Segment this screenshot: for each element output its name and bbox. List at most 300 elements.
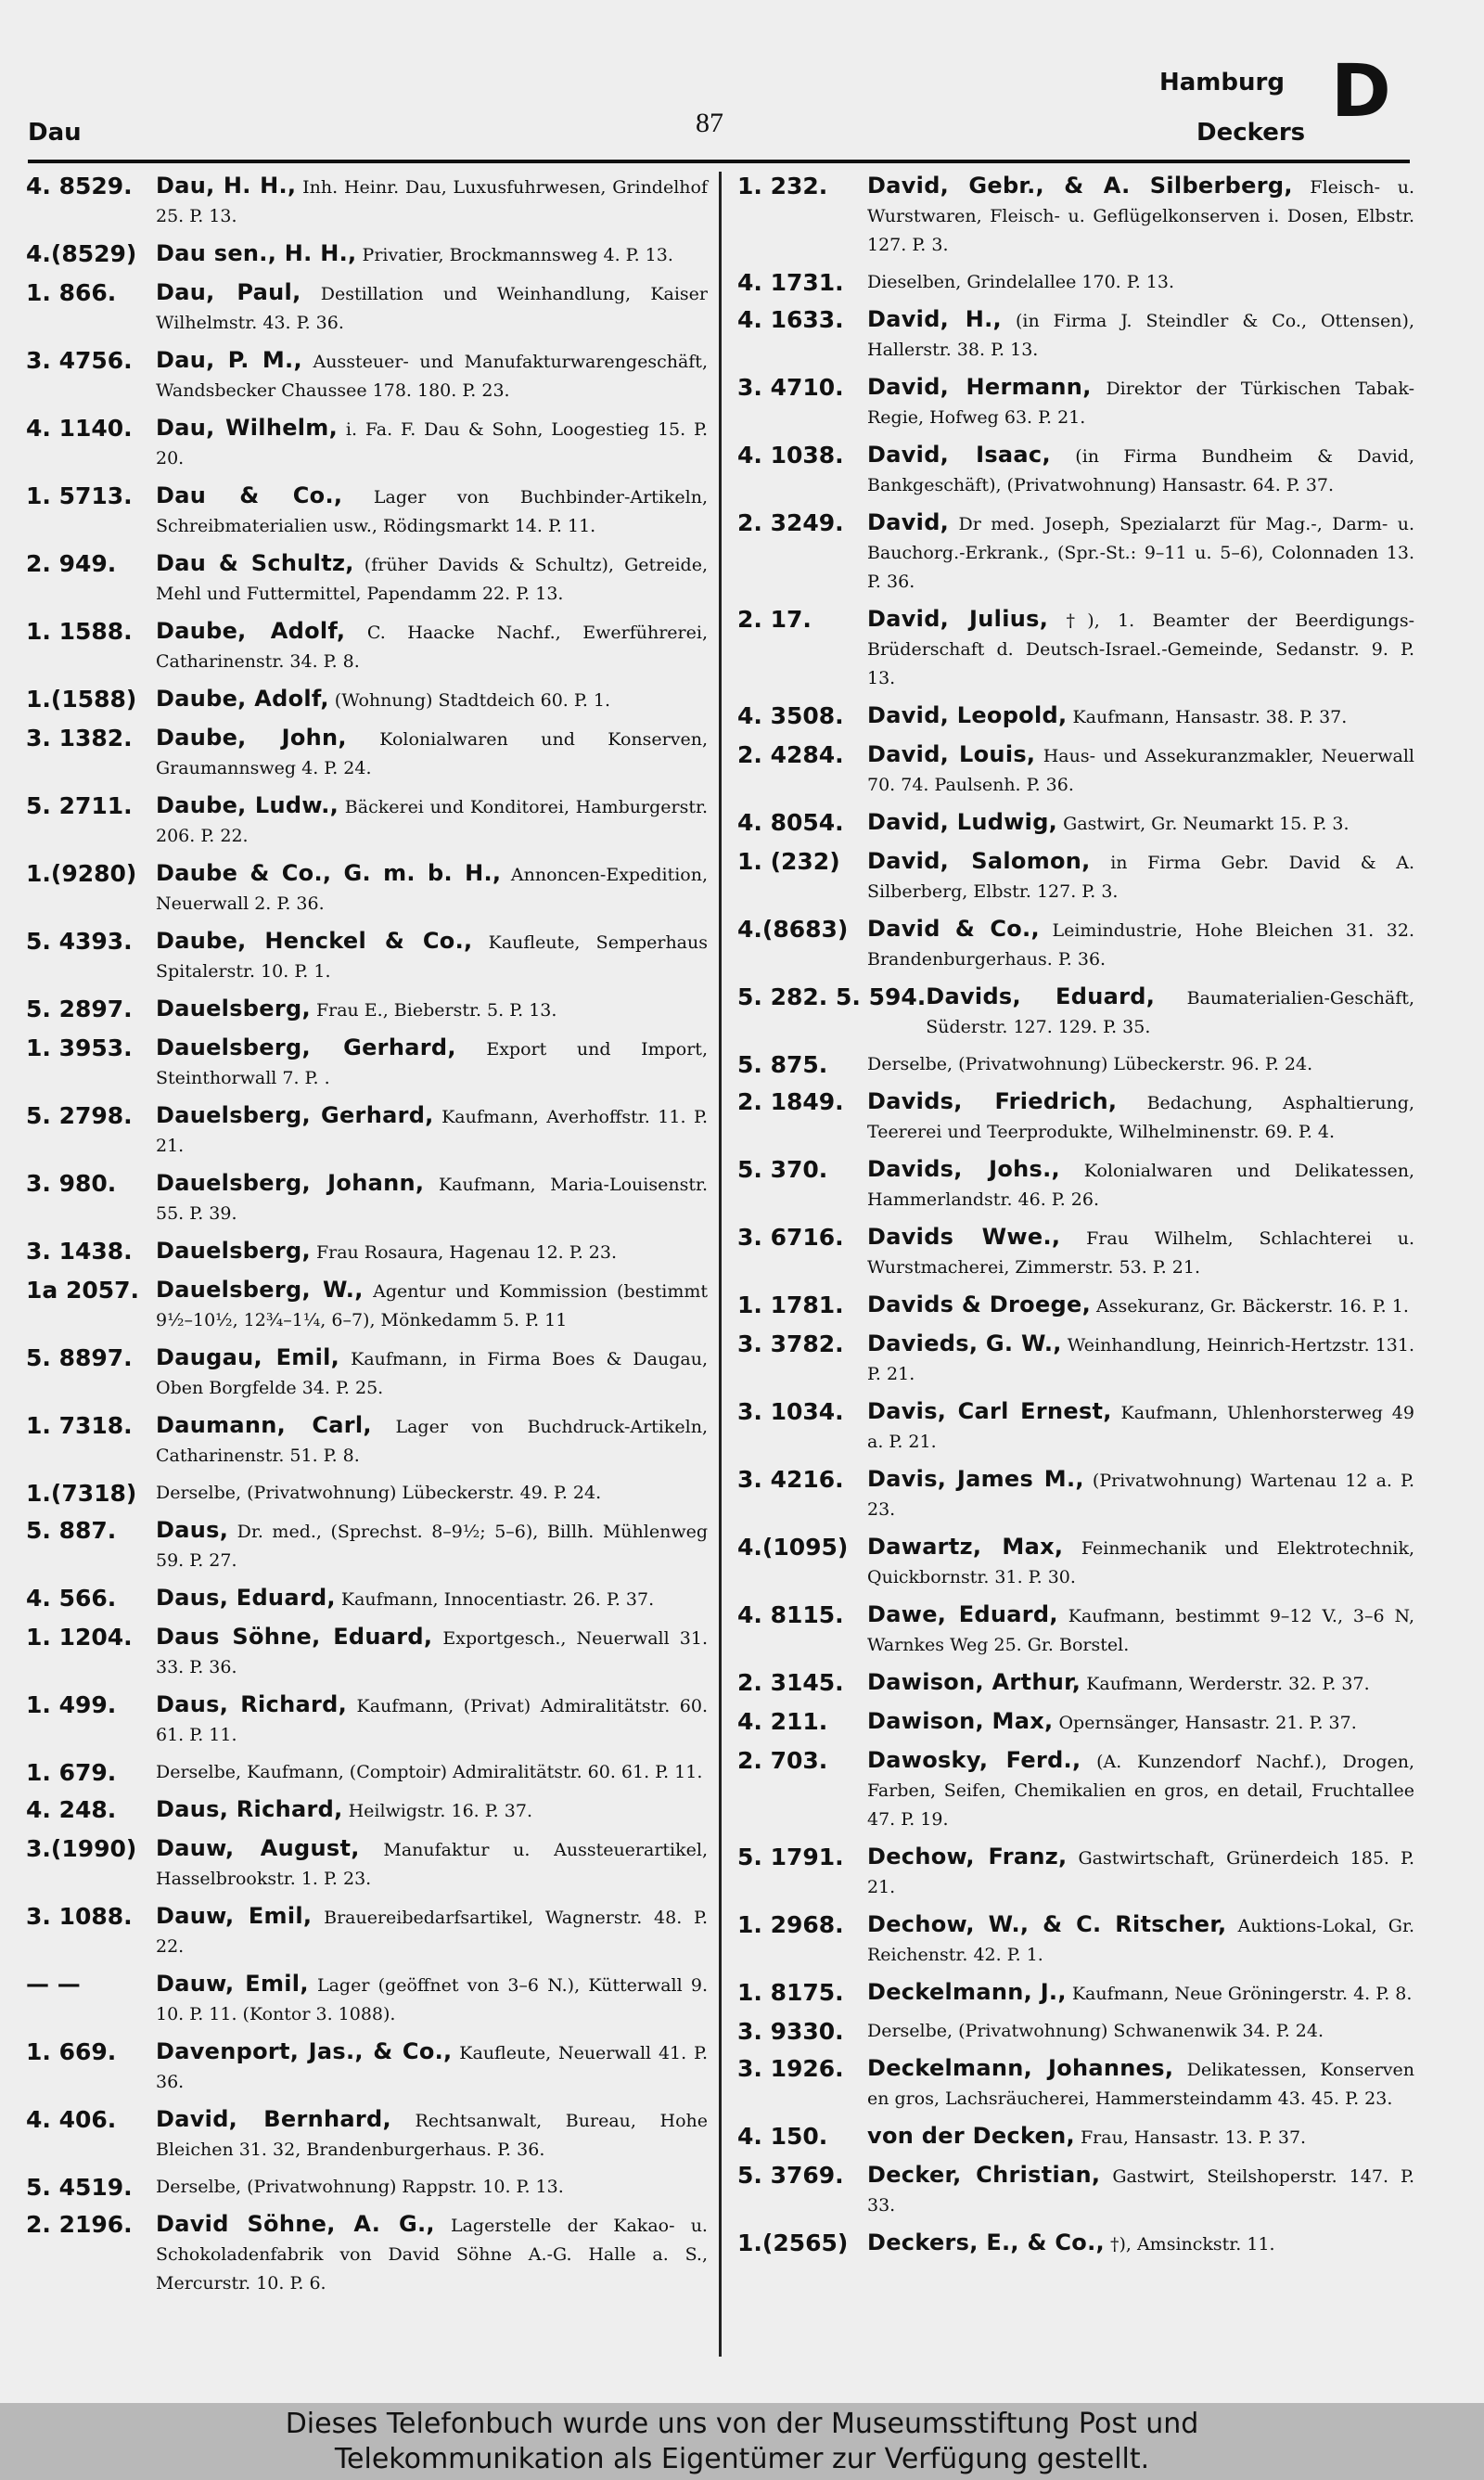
entry-details: Lager von Buchdruck-Artikeln, Catharinenstr. 51. P. 8. <box>156 1417 708 1466</box>
directory-entry <box>737 373 1414 432</box>
phone-number: 1. (232) <box>737 848 840 875</box>
entry-text <box>156 239 708 270</box>
footer-line-1: Dieses Telefonbuch wurde uns von der Museumsstiftung Post und <box>285 2408 1199 2440</box>
entry-name: Dauelsberg, Gerhard, <box>156 1102 434 1128</box>
directory-entry <box>737 441 1414 500</box>
entry-text <box>156 1902 708 1961</box>
entry-details: Weinhandlung, Heinrich-Hertzstr. 131. P. 21. <box>867 1335 1415 1384</box>
phone-number: 2. 3249. <box>737 509 844 536</box>
entry-text <box>156 1970 708 2029</box>
phone-number: 4. 406. <box>26 2106 117 2133</box>
phone-number: 1. 1204. <box>26 1624 133 1651</box>
entry-text <box>156 2173 708 2202</box>
phone-number: 5. 282. 5. 594. <box>737 983 927 1010</box>
entry-name: Daus Söhne, Eduard, <box>156 1624 433 1650</box>
entry-details: Frau Rosaura, Hagenau 12. P. 23. <box>315 1242 617 1263</box>
entry-details: Haus- und Assekuranzmakler, Neuerwall 70. 74. Paulsenh. P. 36. <box>867 746 1414 795</box>
entry-details: Kolonialwaren und Delikatessen, Hammerlandstr. 46. P. 26. <box>867 1161 1414 1210</box>
entry-details: (in Firma J. Steindler & Co., Ottensen), Hallerstr. 38. P. 13. <box>867 311 1414 360</box>
header-rule <box>28 160 1410 163</box>
entry-details: Gastwirt, Steilshoperstr. 147. P. 33. <box>867 2166 1414 2216</box>
directory-entry <box>737 1397 1414 1457</box>
entry-details: Derselbe, (Privatwohnung) Lübeckerstr. 96. P. 24. <box>867 1054 1313 1074</box>
phone-number: 4. 8115. <box>737 1601 844 1628</box>
directory-entry <box>737 1330 1414 1389</box>
directory-entry <box>26 1237 708 1267</box>
directory-entry <box>26 927 708 986</box>
entry-details: Gastwirtschaft, Grünerdeich 185. P. 21. <box>867 1848 1414 1897</box>
phone-number: 4.(8529) <box>26 240 137 267</box>
directory-entry <box>26 2105 708 2165</box>
entry-details: (Privatwohnung) Wartenau 12 a. P. 23. <box>867 1471 1415 1520</box>
entry-name: Davis, James M., <box>867 1466 1084 1492</box>
entry-text <box>156 414 708 473</box>
phone-number: 1.(7318) <box>26 1480 137 1507</box>
column-divider <box>719 172 722 2357</box>
entry-text <box>867 1465 1414 1524</box>
phone-number: 3. 6716. <box>737 1224 844 1251</box>
header-range-word: Deckers <box>1196 119 1306 147</box>
phone-number: 5. 875. <box>737 1051 828 1078</box>
directory-entry <box>737 1087 1414 1147</box>
entry-details: †), Amsinckstr. 11. <box>1109 2234 1275 2255</box>
directory-entry <box>737 983 1414 1042</box>
phone-number: 1. 499. <box>26 1691 117 1718</box>
phone-number: 5. 4393. <box>26 928 133 955</box>
directory-entry <box>26 995 708 1025</box>
phone-number: 5. 370. <box>737 1156 828 1183</box>
entry-details: Kaufleute, Semperhaus Spitalerstr. 10. P. 1. <box>156 932 708 982</box>
entry-text <box>867 1707 1414 1738</box>
entry-text <box>867 2229 1414 2259</box>
entry-details: Annoncen-Expedition, Neuerwall 2. P. 36. <box>156 865 708 914</box>
entry-name: Daube, Henckel & Co., <box>156 928 473 954</box>
phone-number: 3. 4216. <box>737 1466 844 1493</box>
entry-text <box>156 1169 708 1228</box>
entry-details: Bedachung, Asphaltierung, Teererei und Teerprodukte, Wilhelminenstr. 69. P. 4. <box>867 1093 1414 1142</box>
entry-details: C. Haacke Nachf., Ewerführerei, Catharinenstr. 34. P. 8. <box>156 623 708 672</box>
entry-text <box>156 1795 708 1826</box>
entry-details: Kaufmann, Maria-Louisenstr. 55. P. 39. <box>156 1175 708 1224</box>
directory-entry <box>26 859 708 919</box>
phone-number: 3. 1382. <box>26 725 133 752</box>
entry-text <box>156 1101 708 1161</box>
entry-text <box>156 1834 708 1894</box>
directory-entry <box>737 2229 1414 2259</box>
directory-entry <box>26 685 708 715</box>
entry-text <box>867 1223 1414 1282</box>
phone-number: 3. 1034. <box>737 1398 844 1425</box>
phone-number: 4. 211. <box>737 1708 828 1735</box>
phone-number: 2. 2196. <box>26 2211 133 2238</box>
entry-text <box>867 1330 1414 1389</box>
entry-text <box>867 1050 1414 1079</box>
phone-number: 5. 1791. <box>737 1844 844 1870</box>
directory-entry <box>737 2054 1414 2114</box>
entry-details: (Wohnung) Stadtdeich 60. P. 1. <box>334 690 611 711</box>
entry-text <box>867 1668 1414 1699</box>
phone-number: 4. 8054. <box>737 809 844 836</box>
entry-name: Dawison, Max, <box>867 1708 1054 1734</box>
phone-number: 2. 4284. <box>737 741 844 768</box>
entry-name: Daus, Richard, <box>156 1796 343 1822</box>
directory-entry <box>26 1970 708 2029</box>
entry-details: Privatier, Brockmannsweg 4. P. 13. <box>362 245 673 265</box>
entry-text <box>867 1910 1414 1970</box>
entry-details: Kaufmann, Hansastr. 38. P. 37. <box>1072 707 1348 727</box>
phone-number: 1. 8175. <box>737 1979 844 2006</box>
entry-text <box>156 927 708 986</box>
entry-details: Heilwigstr. 16. P. 37. <box>348 1801 532 1821</box>
entry-text <box>156 724 708 783</box>
phone-number: 5. 2711. <box>26 792 133 819</box>
phone-number: 3. 980. <box>26 1170 117 1197</box>
entry-name: David, Louis, <box>867 741 1036 767</box>
entry-text <box>867 172 1414 260</box>
entry-text <box>867 1978 1414 2009</box>
directory-entry <box>26 1411 708 1471</box>
entry-text <box>867 740 1414 800</box>
directory-entry <box>737 1910 1414 1970</box>
phone-number: 4. 1038. <box>737 442 844 469</box>
entry-name: Dauw, Emil, <box>156 1971 309 1997</box>
entry-text <box>867 1600 1414 1660</box>
directory-entry <box>737 808 1414 839</box>
phone-number: 1.(2565) <box>737 2229 849 2256</box>
phone-number: 4. 1633. <box>737 306 844 333</box>
directory-entry <box>26 1623 708 1682</box>
entry-name: Decker, Christian, <box>867 2162 1101 2188</box>
entry-details: Derselbe, (Privatwohnung) Schwanenwik 34. P. 24. <box>867 2021 1324 2041</box>
directory-entry <box>26 2210 708 2298</box>
entry-name: Dauelsberg, Johann, <box>156 1170 425 1196</box>
directory-entry <box>737 2122 1414 2152</box>
entry-details: Exportgesch., Neuerwall 31. 33. P. 36. <box>156 1628 709 1677</box>
phone-number: 2. 17. <box>737 606 812 633</box>
entry-details: Brauereibedarfsartikel, Wagnerstr. 48. P. 22. <box>156 1908 708 1957</box>
phone-number: 3. 1438. <box>26 1238 133 1265</box>
entry-text <box>867 1291 1414 1321</box>
phone-number: 3. 4710. <box>737 374 844 401</box>
entry-details: Lagerstelle der Kakao- u. Schokoladenfabrik von David Söhne A.-G. Halle a. S., Mercurstr. 10. P. 6. <box>156 2216 708 2294</box>
entry-text <box>867 2054 1414 2114</box>
entry-name: von der Decken, <box>867 2123 1075 2149</box>
entry-text <box>867 305 1414 365</box>
directory-entry <box>26 1834 708 1894</box>
entry-name: David, Bernhard, <box>156 2106 391 2132</box>
phone-number: 1. 3953. <box>26 1034 133 1061</box>
directory-entry <box>26 724 708 783</box>
phone-number: 1. 679. <box>26 1759 117 1786</box>
header-left-word: Dau <box>28 119 82 147</box>
entry-details: Agentur und Kommission (bestimmt 9½–10½, 12¾–1¼, 6–7), Mönkedamm 5. P. 11 <box>156 1281 709 1330</box>
directory-entry <box>26 1516 708 1575</box>
directory-entry <box>737 1533 1414 1592</box>
entry-details: Dieselben, Grindelallee 170. P. 13. <box>867 272 1174 292</box>
directory-entry <box>737 740 1414 800</box>
page-number: 87 <box>696 108 723 138</box>
entry-name: Deckelmann, Johannes, <box>867 2055 1174 2081</box>
phone-number: 1. 669. <box>26 2038 117 2065</box>
entry-details: Kaufmann, (Privat) Admiralitätstr. 60. 61. P. 11. <box>156 1696 708 1745</box>
entry-text <box>867 2017 1414 2046</box>
entry-name: Deckers, E., & Co., <box>867 2229 1105 2255</box>
entry-details: Rechtsanwalt, Bureau, Hohe Bleichen 31. 32, Brandenburgerhaus. P. 36. <box>156 2111 708 2160</box>
entry-text <box>867 808 1414 839</box>
entry-details: (früher Davids & Schultz), Getreide, Mehl und Futtermittel, Papendamm 22. P. 13. <box>156 555 708 604</box>
phone-number: 3. 1088. <box>26 1903 133 1930</box>
phone-number: — — <box>26 1971 81 1998</box>
phone-number: 5. 3769. <box>737 2162 844 2189</box>
entry-details: Kaufmann, in Firma Boes & Daugau, Oben Borgfelde 34. P. 25. <box>156 1349 708 1398</box>
phone-number: 5. 4519. <box>26 2174 133 2201</box>
entry-name: Davids, Eduard, <box>926 983 1156 1009</box>
entry-text <box>156 617 708 676</box>
phone-number: 1. 1781. <box>737 1291 844 1318</box>
entry-details: Destillation und Weinhandlung, Kaiser Wilhelmstr. 43. P. 36. <box>156 284 708 333</box>
entry-details: Inh. Heinr. Dau, Luxusfuhrwesen, Grindelhof 25. P. 13. <box>156 177 709 226</box>
entry-details: in Firma Gebr. David & A. Silberberg, Elbstr. 127. P. 3. <box>867 853 1414 902</box>
directory-entry <box>26 278 708 338</box>
entry-details: Derselbe, (Privatwohnung) Lübeckerstr. 49. P. 24. <box>156 1483 602 1503</box>
entry-details: Opernsänger, Hansastr. 21. P. 37. <box>1058 1713 1357 1733</box>
entry-name: Davids, Johs., <box>867 1156 1060 1182</box>
directory-entry <box>26 414 708 473</box>
directory-entry <box>737 1746 1414 1834</box>
entry-details: Dr. med., (Sprechst. 8–9½; 5–6), Billh. Mühlenweg 59. P. 27. <box>156 1522 708 1571</box>
entry-text <box>156 995 708 1025</box>
entry-name: Dau & Schultz, <box>156 550 354 576</box>
directory-entry <box>737 1668 1414 1699</box>
entry-details: Frau E., Bieberstr. 5. P. 13. <box>315 1000 557 1021</box>
directory-entry <box>26 1758 708 1787</box>
directory-entry <box>737 268 1414 297</box>
entry-text <box>156 1343 708 1403</box>
phone-number: 1. 2968. <box>737 1911 844 1938</box>
entry-details: Export und Import, Steinthorwall 7. P. . <box>156 1039 708 1088</box>
entry-text <box>867 701 1414 732</box>
entry-name: Davieds, G. W., <box>867 1330 1062 1356</box>
entry-name: David, Julius, <box>867 606 1049 632</box>
entry-details: Manufaktur u. Aussteuerartikel, Hasselbrookstr. 1. P. 23. <box>156 1840 709 1889</box>
entry-details: Lager (geöffnet von 3–6 N.), Kütterwall 9. 10. P. 11. (Kontor 3. 1088). <box>156 1975 709 2024</box>
directory-entry <box>737 605 1414 693</box>
right-column <box>737 172 1414 2268</box>
entry-text <box>867 441 1414 500</box>
entry-name: Dauelsberg, W., <box>156 1277 364 1303</box>
phone-number: 3. 9330. <box>737 2018 844 2045</box>
directory-entry <box>26 1584 708 1614</box>
phone-number: 2. 949. <box>26 550 117 577</box>
directory-entry <box>26 172 708 231</box>
entry-details: i. Fa. F. Dau & Sohn, Loogestieg 15. P. 20. <box>156 419 708 469</box>
entry-name: Daube, Adolf, <box>156 618 346 644</box>
phone-number: 3. 3782. <box>737 1330 844 1357</box>
directory-entry <box>737 2161 1414 2220</box>
entry-name: Dechow, Franz, <box>867 1844 1068 1870</box>
entry-details: Kaufmann, Innocentiastr. 26. P. 37. <box>340 1589 655 1610</box>
entry-details: Kaufmann, Neue Gröningerstr. 4. P. 8. <box>1071 1984 1413 2004</box>
page-header <box>28 50 1410 172</box>
directory-entry <box>26 346 708 405</box>
directory-entry <box>737 508 1414 597</box>
phone-number: 1. 7318. <box>26 1412 133 1439</box>
phone-number: 5. 887. <box>26 1517 117 1544</box>
entry-text <box>867 508 1414 597</box>
phone-number: 4.(1095) <box>737 1534 849 1561</box>
entry-text <box>867 605 1414 693</box>
entry-text <box>867 373 1414 432</box>
phone-number: 2. 3145. <box>737 1669 844 1696</box>
entry-text <box>156 1516 708 1575</box>
directory-entry <box>737 2017 1414 2046</box>
entry-details: (in Firma Bundheim & David, Bankgeschäft), (Privatwohnung) Hansastr. 64. P. 37. <box>867 446 1415 495</box>
directory-entry <box>26 1169 708 1228</box>
entry-text <box>156 346 708 405</box>
entry-name: Dau, Paul, <box>156 279 301 305</box>
entry-name: Dau sen., H. H., <box>156 240 357 266</box>
directory-entry <box>26 2037 708 2097</box>
directory-entry <box>26 2173 708 2202</box>
entry-text <box>867 1843 1414 1902</box>
directory-entry <box>737 1600 1414 1660</box>
entry-text <box>867 1155 1414 1214</box>
directory-entry <box>26 549 708 609</box>
entry-text <box>867 915 1414 974</box>
directory-entry <box>26 1795 708 1826</box>
phone-number: 1. 5713. <box>26 482 133 509</box>
entry-details: †), 1. Beamter der Beerdigungs-Brüderschaft d. Deutsch-Israel.-Gemeinde, Sedanstr. 9. P. 13. <box>867 610 1414 688</box>
entry-details: Baumaterialien-Geschäft, Süderstr. 127. 129. P. 35. <box>926 988 1414 1037</box>
entry-details: Derselbe, Kaufmann, (Comptoir) Admiralitätstr. 60. 61. P. 11. <box>156 1762 703 1782</box>
entry-details: Aussteuer- und Manufakturwarengeschäft, Wandsbecker Chaussee 178. 180. P. 23. <box>156 352 708 401</box>
directory-entry <box>26 617 708 676</box>
entry-details: Lager von Buchbinder-Artikeln, Schreibmaterialien usw., Rödingsmarkt 14. P. 11. <box>156 487 708 536</box>
directory-entry <box>26 239 708 270</box>
entry-name: David, Leopold, <box>867 702 1068 728</box>
directory-entry <box>26 1343 708 1403</box>
entry-name: David Söhne, A. G., <box>156 2211 435 2237</box>
entry-text <box>867 2161 1414 2220</box>
directory-entry <box>26 1034 708 1093</box>
entry-details: Bäckerei und Konditorei, Hamburgerstr. 206. P. 22. <box>156 797 708 846</box>
entry-text <box>156 172 708 231</box>
entry-name: Davids, Friedrich, <box>867 1088 1118 1114</box>
entry-name: Daugau, Emil, <box>156 1344 340 1370</box>
entry-name: Daus, Richard, <box>156 1691 347 1717</box>
entry-name: David, Gebr., & A. Silberberg, <box>867 173 1293 199</box>
directory-entry <box>737 847 1414 906</box>
entry-text <box>156 685 708 715</box>
entry-name: Davids & Droege, <box>867 1291 1091 1317</box>
directory-entry <box>737 172 1414 260</box>
entry-name: Dawe, Eduard, <box>867 1601 1058 1627</box>
phone-number: 1. 1588. <box>26 618 133 645</box>
entry-text <box>867 268 1414 297</box>
directory-entry <box>737 701 1414 732</box>
entry-text <box>156 1411 708 1471</box>
phone-number: 4. 3508. <box>737 702 844 729</box>
entry-name: David, Hermann, <box>867 374 1092 400</box>
entry-details: Delikatessen, Konserven en gros, Lachsräucherei, Hammersteindamm 43. 45. P. 23. <box>867 2060 1414 2109</box>
phone-number: 3. 1926. <box>737 2055 844 2082</box>
directory-entry <box>737 1050 1414 1079</box>
entry-name: Dauw, August, <box>156 1835 360 1861</box>
phone-number: 5. 2798. <box>26 1102 133 1129</box>
entry-name: Daube, Ludw., <box>156 792 339 818</box>
entry-text <box>156 1758 708 1787</box>
entry-details: Frau Wilhelm, Schlachterei u. Wurstmacherei, Zimmerstr. 53. P. 21. <box>867 1228 1414 1278</box>
entry-name: Daus, Eduard, <box>156 1585 336 1611</box>
phone-number: 2. 1849. <box>737 1088 844 1115</box>
entry-text <box>867 1533 1414 1592</box>
entry-name: Dechow, W., & C. Ritscher, <box>867 1911 1227 1937</box>
entry-name: Daus, <box>156 1517 229 1543</box>
entry-text <box>867 1746 1414 1834</box>
phone-number: 2. 703. <box>737 1747 828 1774</box>
entry-name: Dawison, Arthur, <box>867 1669 1081 1695</box>
directory-entry <box>26 1690 708 1750</box>
entry-name: Davenport, Jas., & Co., <box>156 2038 453 2064</box>
entry-name: Dauelsberg, Gerhard, <box>156 1034 456 1060</box>
entry-name: Dawosky, Ferd., <box>867 1747 1081 1773</box>
phone-number: 4. 566. <box>26 1585 117 1612</box>
directory-entry <box>737 915 1414 974</box>
entry-name: Davis, Carl Ernest, <box>867 1398 1112 1424</box>
phone-number: 1.(1588) <box>26 686 137 713</box>
entry-name: Daumann, Carl, <box>156 1412 372 1438</box>
directory-entry <box>737 1978 1414 2009</box>
entry-details: Frau, Hansastr. 13. P. 37. <box>1081 2127 1307 2148</box>
entry-name: David, <box>867 509 950 535</box>
entry-name: Dauw, Emil, <box>156 1903 313 1929</box>
entry-text <box>156 1276 708 1335</box>
entry-text <box>156 1584 708 1614</box>
entry-details: Direktor der Türkischen Tabak-Regie, Hofweg 63. P. 21. <box>867 379 1414 428</box>
entry-text <box>156 549 708 609</box>
entry-text <box>156 1623 708 1682</box>
entry-details: Kaufmann, Uhlenhorsterweg 49 a. P. 21. <box>867 1403 1414 1452</box>
entry-text <box>156 1237 708 1267</box>
entry-details: Gastwirt, Gr. Neumarkt 15. P. 3. <box>1063 814 1350 834</box>
directory-entry <box>737 1291 1414 1321</box>
phone-number: 1. 232. <box>737 173 828 199</box>
entry-name: Davids Wwe., <box>867 1224 1061 1250</box>
directory-entry <box>737 1465 1414 1524</box>
directory-entry <box>737 305 1414 365</box>
entry-text <box>156 1034 708 1093</box>
entry-name: Dauelsberg, <box>156 1238 311 1264</box>
footer-line-2: Telekommunikation als Eigentümer zur Verfügung gestellt. <box>334 2443 1150 2475</box>
phone-number: 3.(1990) <box>26 1835 137 1862</box>
directory-entry <box>737 1843 1414 1902</box>
entry-details: Derselbe, (Privatwohnung) Rappstr. 10. P. 13. <box>156 2177 564 2197</box>
entry-text <box>156 482 708 541</box>
entry-name: Daube, Adolf, <box>156 686 329 712</box>
entry-text <box>156 1690 708 1750</box>
entry-text <box>156 2037 708 2097</box>
entry-text <box>867 2122 1414 2152</box>
entry-text <box>156 859 708 919</box>
directory-entry <box>26 791 708 851</box>
directory-entry <box>737 1707 1414 1738</box>
header-letter: D <box>1331 50 1391 134</box>
phone-number: 4. 1731. <box>737 269 844 296</box>
phone-number: 3. 4756. <box>26 347 133 374</box>
directory-entry <box>26 482 708 541</box>
footer-notice <box>0 2403 1484 2480</box>
entry-name: David & Co., <box>867 916 1040 942</box>
